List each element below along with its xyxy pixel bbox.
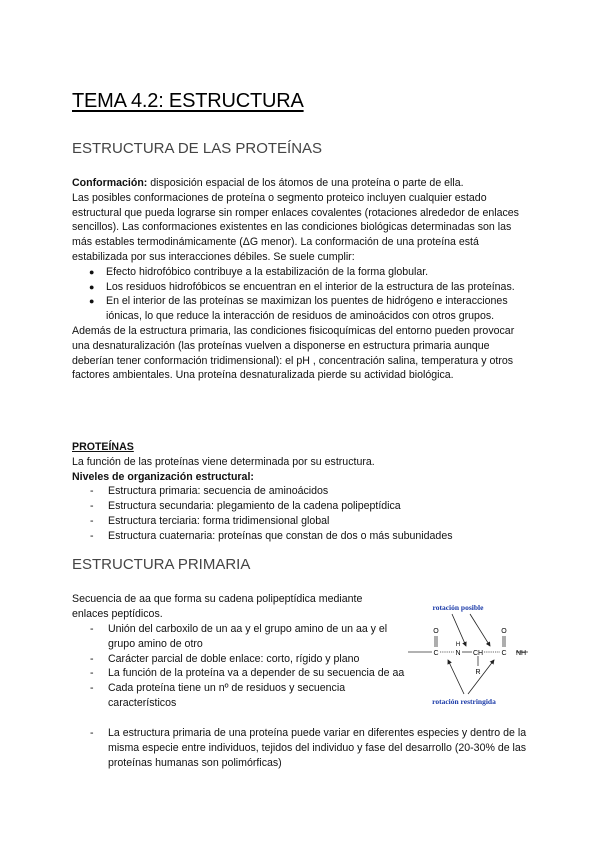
atom-c: C: [433, 650, 439, 657]
atom-o: O: [433, 628, 439, 635]
list-item: - Estructura terciaria: forma tridimensional global: [72, 514, 528, 529]
proteinas-section: [72, 440, 528, 544]
list-item: ● En el interior de las proteínas se maximizan los puentes de hidrógeno e interacciones iónicas, lo que reduce la interacción de residuos de aminoácidos con otros grupos.: [72, 294, 528, 324]
proteinas-heading: PROTEÍNAS: [72, 441, 134, 453]
bullet-list: [72, 265, 528, 324]
levels-list: [72, 484, 528, 543]
atom-n: N: [455, 650, 461, 657]
proteinas-line: La función de las proteínas viene determinada por su estructura.: [72, 455, 375, 468]
list-item: - La función de la proteína va a depender de su secuencia de aa: [72, 666, 408, 681]
atom-c: C: [501, 650, 507, 657]
atom-ch: CH: [472, 650, 484, 657]
primaria-list-wide: [72, 726, 528, 770]
list-item: - Carácter parcial de doble enlace: corto, rígido y plano: [72, 652, 408, 667]
conformacion-label: Conformación:: [72, 177, 148, 189]
list-item: - Estructura primaria: secuencia de aminoácidos: [72, 484, 528, 499]
section2-list-wide: [72, 726, 528, 770]
list-item: - La estructura primaria de una proteína puede variar en diferentes especies y dentro de la misma especie entre individuos, tejidos del individuo y fase del desarrollo (20-30% de las proteínas humanas son polimórficas): [72, 726, 528, 770]
list-item: - Unión del carboxilo de un aa y el grupo amino de un aa y el grupo amino de otro: [72, 622, 408, 652]
list-item: - Cada proteína tiene un nº de residuos y secuencia característicos: [72, 681, 408, 711]
section2-intro: [72, 592, 392, 622]
atom-nh: NH: [515, 650, 527, 657]
atom-h: H: [455, 642, 461, 648]
levels-label: [72, 470, 528, 485]
atom-o: O: [501, 628, 507, 635]
section1-body: [72, 176, 528, 383]
conformacion-text: disposición espacial de los átomos de una proteína o parte de ella.: [147, 177, 464, 189]
list-item: - Estructura secundaria: plegamiento de la cadena polipeptídica: [72, 499, 528, 514]
list-item: - Estructura cuaternaria: proteínas que constan de dos o más subunidades: [72, 529, 528, 544]
levels-label-text: Niveles de organización estructural:: [72, 470, 254, 483]
section-heading-estructura-proteinas: ESTRUCTURA DE LAS PROTEÍNAS: [72, 140, 323, 157]
paragraph: Secuencia de aa que forma su cadena polipeptídica mediante enlaces peptídicos.: [72, 593, 363, 620]
conformacion-definition: [72, 176, 528, 191]
section2-list-narrow: [72, 622, 408, 711]
label-rotacion-restringida: rotación restringida: [432, 697, 496, 706]
paragraph: Las posibles conformaciones de proteína o segmento proteico incluyen cualquier estado estructural que pueda lograrse sin romper enlaces covalentes (rotaciones alrededor de enlaces sencillos). Las conformaciones existentes en las condiciones biológicas determinadas son las más estables termodinámicamente (ΔG menor). La conformación de una proteína está estabilizada por sus interacciones débiles. Se suele cumplir:: [72, 191, 519, 263]
paragraph: Además de la estructura primaria, las condiciones fisicoquímicas del entorno pueden provocar una desnaturalización (las proteínas vuelven a disponerse en estructura primaria aunque deberían tener conformación tridimensional): el pH , concentración salina, temperatura y otros factores ambientales. Una proteína desnaturalizada pierde su actividad biológica.: [72, 324, 515, 382]
page-title: TEMA 4.2: ESTRUCTURA: [72, 90, 304, 112]
atom-r: R: [475, 669, 481, 676]
arrow-posible: [470, 614, 490, 646]
list-item: ● Los residuos hidrofóbicos se encuentran en el interior de la estructura de las proteínas.: [72, 280, 528, 295]
label-rotacion-posible: rotación posible: [432, 603, 484, 612]
list-item: ● Efecto hidrofóbico contribuye a la estabilización de la forma globular.: [72, 265, 528, 280]
arrow-restringida: [448, 660, 464, 694]
section-heading-estructura-primaria: ESTRUCTURA PRIMARIA: [72, 556, 251, 573]
primaria-list: [72, 622, 408, 711]
arrow-restringida: [468, 660, 494, 694]
peptide-bond-diagram: [408, 600, 528, 712]
